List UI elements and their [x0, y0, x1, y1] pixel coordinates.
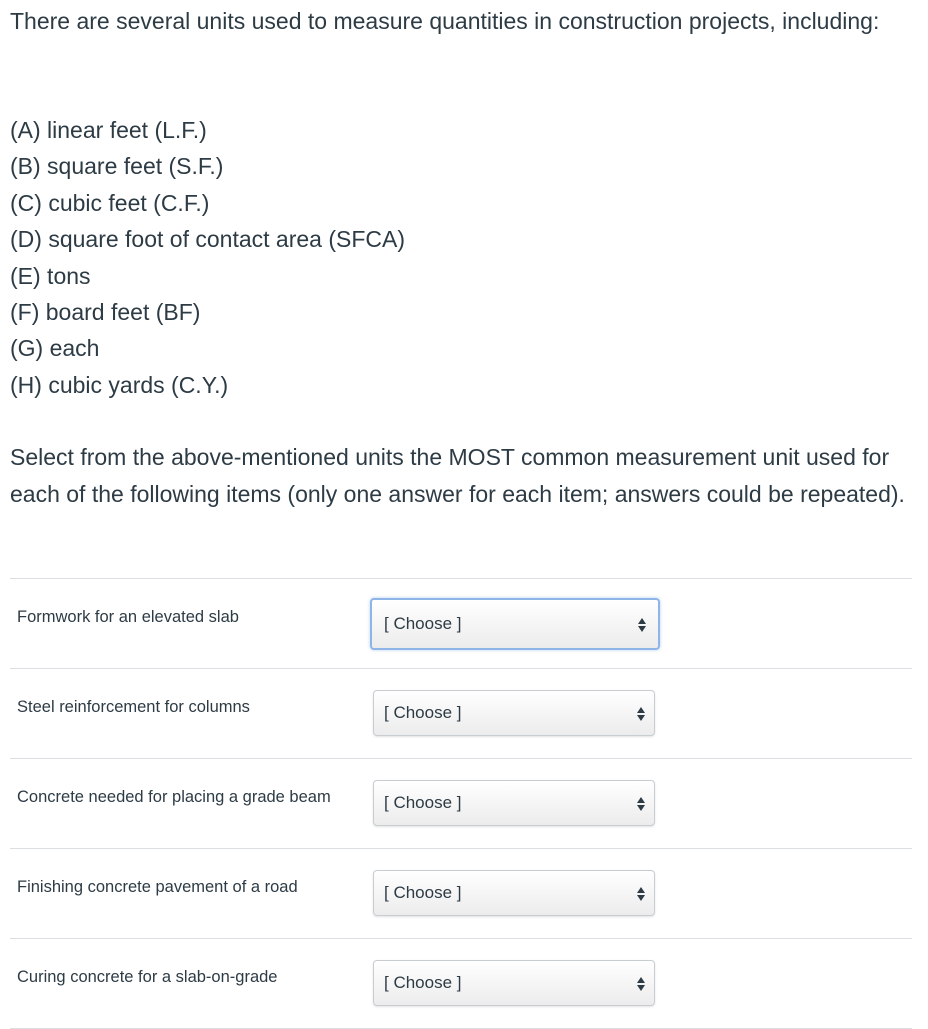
answer-row — [10, 579, 912, 669]
select-arrows-icon — [636, 885, 646, 903]
select-arrows-icon — [636, 975, 646, 993]
unit-options-list — [10, 112, 405, 403]
select-arrows-icon — [637, 616, 647, 634]
unit-select-dropdown[interactable] — [373, 690, 655, 736]
unit-select-dropdown[interactable] — [373, 960, 655, 1006]
select-value: [ Choose ] — [384, 614, 462, 633]
unit-option-d: (D) square foot of contact area (SFCA) — [10, 226, 405, 253]
select-value: [ Choose ] — [384, 883, 462, 902]
item-label: Finishing concrete pavement of a road — [17, 878, 298, 896]
unit-option-h: (H) cubic yards (C.Y.) — [10, 371, 229, 398]
answer-row — [10, 939, 912, 1029]
question-intro: There are several units used to measure quantities in construction projects, including: — [10, 8, 880, 34]
select-arrows-icon — [636, 795, 646, 813]
answer-row — [10, 759, 912, 849]
select-value: [ Choose ] — [384, 973, 462, 992]
unit-option-f: (F) board feet (BF) — [10, 299, 201, 326]
unit-select-dropdown[interactable] — [370, 598, 660, 650]
unit-option-g: (G) each — [10, 335, 100, 362]
item-label: Steel reinforcement for columns — [17, 698, 250, 716]
select-arrows-icon — [636, 705, 646, 723]
answer-row — [10, 849, 912, 939]
unit-option-c: (C) cubic feet (C.F.) — [10, 189, 210, 216]
item-label: Concrete needed for placing a grade beam — [17, 788, 331, 806]
unit-option-e: (E) tons — [10, 262, 91, 289]
item-label: Formwork for an elevated slab — [17, 608, 239, 626]
unit-option-b: (B) square feet (S.F.) — [10, 153, 224, 180]
unit-select-dropdown[interactable] — [373, 780, 655, 826]
item-label: Curing concrete for a slab-on-grade — [17, 968, 278, 986]
question-instruction: Select from the above-mentioned units the MOST common measurement unit used for each of the following items (only one answer for each item; answers could be repeated). — [10, 444, 905, 507]
unit-option-a: (A) linear feet (L.F.) — [10, 117, 207, 143]
answer-row — [10, 669, 912, 759]
unit-select-dropdown[interactable] — [373, 870, 655, 916]
answer-table — [10, 578, 912, 1029]
select-value: [ Choose ] — [384, 793, 462, 812]
select-value: [ Choose ] — [384, 703, 462, 722]
